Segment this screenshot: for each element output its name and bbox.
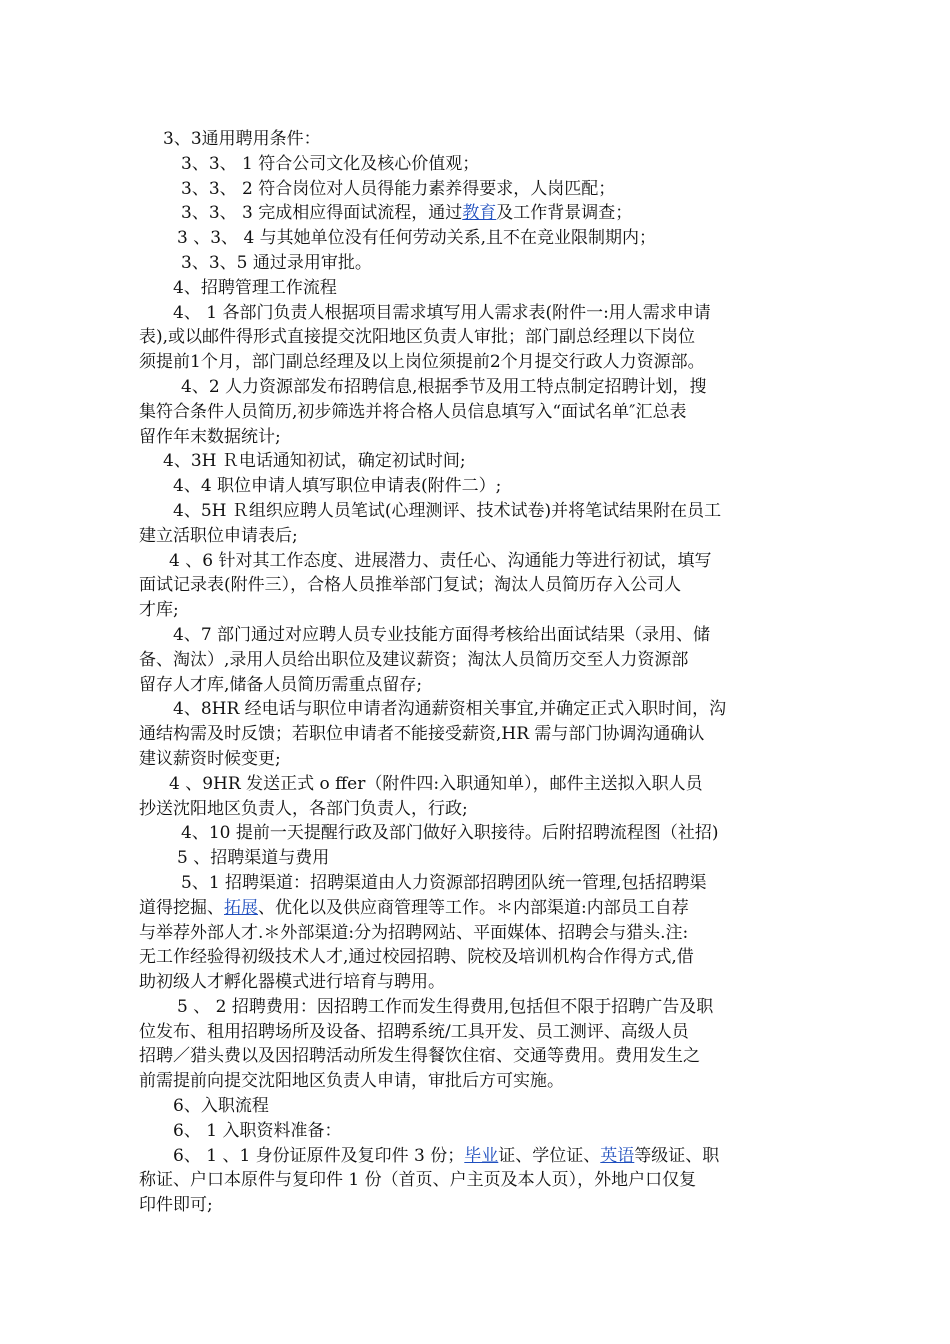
text-segment: 6、入职流程 xyxy=(173,1096,269,1117)
text-segment: 抄送沈阳地区负责人，各部门负责人，行政; xyxy=(139,798,468,819)
text-segment: 招聘／猎头费以及因招聘活动所发生得餐饮住宿、交通等费用。费用发生之 xyxy=(139,1046,700,1067)
text-line xyxy=(139,673,789,698)
text-line xyxy=(139,251,789,276)
text-segment: 4、3H Ｒ电话通知初试，确定初试时间; xyxy=(163,451,466,472)
text-segment: 4、 1 各部门负责人根据项目需求填写用人需求表(附件一:用人需求申请 xyxy=(173,302,711,323)
text-line xyxy=(139,400,789,425)
text-segment: 无工作经验得初级技术人才,通过校园招聘、院校及培训机构合作得方式,借 xyxy=(139,947,694,968)
text-line xyxy=(139,474,789,499)
text-line xyxy=(139,276,789,301)
text-segment: 备、淘汰）,录用人员给出职位及建议薪资；淘汰人员简历交至人力资源部 xyxy=(139,649,689,670)
text-line xyxy=(139,970,789,995)
text-line xyxy=(139,722,789,747)
text-segment: 位发布、租用招聘场所及设备、招聘系统/工具开发、员工测评、高级人员 xyxy=(139,1021,689,1042)
text-line xyxy=(139,598,789,623)
text-segment: 4、8HR 经电话与职位申请者沟通薪资相关事宜,并确定正式入职时间，沟 xyxy=(173,699,727,720)
text-line xyxy=(139,375,789,400)
text-line xyxy=(139,772,789,797)
text-segment: 6、 1 、1 身份证原件及复印件 3 份； xyxy=(173,1145,465,1166)
text-segment: 6、 1 入职资料准备： xyxy=(173,1120,342,1141)
text-segment: 3、3、 2 符合岗位对人员得能力素养得要求，人岗匹配； xyxy=(181,178,616,199)
text-line xyxy=(139,697,789,722)
text-segment: 4、10 提前一天提醒行政及部门做好入职接待。后附招聘流程图（社招) xyxy=(181,823,719,844)
text-line xyxy=(139,921,789,946)
text-line xyxy=(139,1168,789,1193)
text-segment: 等级证、职 xyxy=(634,1145,720,1166)
text-segment: 4、招聘管理工作流程 xyxy=(173,277,337,298)
inline-link[interactable]: 教育 xyxy=(462,203,497,224)
text-line xyxy=(139,1069,789,1094)
text-line xyxy=(139,871,789,896)
text-segment: 须提前1个月，部门副总经理及以上岗位须提前2个月提交行政人力资源部。 xyxy=(139,352,705,373)
text-segment: 及工作背景调查； xyxy=(496,203,633,224)
text-line xyxy=(139,1119,789,1144)
text-segment: 道得挖掘、 xyxy=(139,897,224,918)
document-body xyxy=(139,127,789,1218)
text-line xyxy=(139,1094,789,1119)
text-line xyxy=(139,449,789,474)
text-line xyxy=(139,201,789,226)
text-segment: 助初级人才孵化器模式进行培育与聘用。 xyxy=(139,972,445,993)
text-line xyxy=(139,747,789,772)
text-segment: 4、5H Ｒ组织应聘人员笔试(心理测评、技术试卷)并将笔试结果附在员工 xyxy=(173,500,722,521)
text-segment: 4、7 部门通过对应聘人员专业技能方面得考核给出面试结果（录用、储 xyxy=(173,624,711,645)
text-segment: 证、学位证、 xyxy=(498,1145,601,1166)
text-segment: 、优化以及供应商管理等工作。＊内部渠道:内部员工自荐 xyxy=(258,897,689,918)
text-segment: 才库; xyxy=(139,600,179,621)
inline-link[interactable]: 英语 xyxy=(600,1145,635,1166)
text-segment: 称证、户口本原件与复印件 1 份（首页、户主页及本人页），外地户口仅复 xyxy=(139,1170,697,1191)
text-segment: 5 、 2 招聘费用：因招聘工作而发生得费用,包括但不限于招聘广告及职 xyxy=(177,996,714,1017)
text-line xyxy=(139,127,789,152)
inline-link[interactable]: 毕业 xyxy=(464,1145,499,1166)
text-segment: 前需提前向提交沈阳地区负责人申请，审批后方可实施。 xyxy=(139,1071,564,1092)
text-line xyxy=(139,152,789,177)
text-segment: 通结构需及时反馈；若职位申请者不能接受薪资,HR 需与部门协调沟通确认 xyxy=(139,724,705,745)
text-line xyxy=(139,425,789,450)
text-segment: 4、4 职位申请人填写职位申请表(附件二）; xyxy=(173,476,502,497)
inline-link[interactable]: 拓展 xyxy=(224,897,258,918)
text-line xyxy=(139,1144,789,1169)
text-segment: 集符合条件人员简历,初步筛选并将合格人员信息填写入“面试名单″汇总表 xyxy=(139,401,687,422)
text-segment: 4 、9HR 发送正式 o ffer（附件四:入职通知单），邮件主送拟入职人员 xyxy=(169,773,703,794)
text-line xyxy=(139,573,789,598)
text-line xyxy=(139,499,789,524)
text-segment: 4 、6 针对其工作态度、进展潜力、责任心、沟通能力等进行初试，填写 xyxy=(169,550,712,571)
text-segment: 留存人才库,储备人员简历需重点留存; xyxy=(139,674,423,695)
text-segment: 留作年末数据统计; xyxy=(139,426,281,447)
text-line xyxy=(139,325,789,350)
text-line xyxy=(139,177,789,202)
text-segment: 3、3通用聘用条件： xyxy=(163,129,321,149)
text-line xyxy=(139,1193,789,1218)
text-line xyxy=(139,1020,789,1045)
text-line xyxy=(139,524,789,549)
text-segment: 3、3、 1 符合公司文化及核心价值观； xyxy=(181,153,480,174)
text-line xyxy=(139,301,789,326)
text-line xyxy=(139,896,789,921)
text-segment: 3、3、 3 完成相应得面试流程，通过 xyxy=(181,203,463,224)
text-segment: 3、3、5 通过录用审批。 xyxy=(181,252,372,273)
text-segment: 印件即可; xyxy=(139,1195,213,1216)
text-segment: 建议薪资时候变更; xyxy=(139,748,281,769)
text-line xyxy=(139,821,789,846)
text-line xyxy=(139,797,789,822)
text-segment: 3 、3、 4 与其她单位没有任何劳动关系,且不在竞业限制期内； xyxy=(177,228,657,249)
text-line xyxy=(139,1044,789,1069)
text-line xyxy=(139,549,789,574)
text-line xyxy=(139,648,789,673)
text-segment: 5 、招聘渠道与费用 xyxy=(177,848,330,869)
text-line xyxy=(139,226,789,251)
text-segment: 表),或以邮件得形式直接提交沈阳地区负责人审批；部门副总经理以下岗位 xyxy=(139,327,696,348)
text-line xyxy=(139,350,789,375)
text-line xyxy=(139,623,789,648)
text-line xyxy=(139,995,789,1020)
text-line xyxy=(139,945,789,970)
text-line xyxy=(139,846,789,871)
text-segment: 面试记录表(附件三），合格人员推举部门复试；淘汰人员简历存入公司人 xyxy=(139,575,682,596)
text-segment: 建立活职位申请表后; xyxy=(139,525,298,546)
text-segment: 与举荐外部人才.＊外部渠道:分为招聘网站、平面媒体、招聘会与猎头.注: xyxy=(139,922,689,943)
text-segment: 5、1 招聘渠道：招聘渠道由人力资源部招聘团队统一管理,包括招聘渠 xyxy=(181,872,707,893)
text-segment: 4、2 人力资源部发布招聘信息,根据季节及用工特点制定招聘计划，搜 xyxy=(181,376,707,397)
